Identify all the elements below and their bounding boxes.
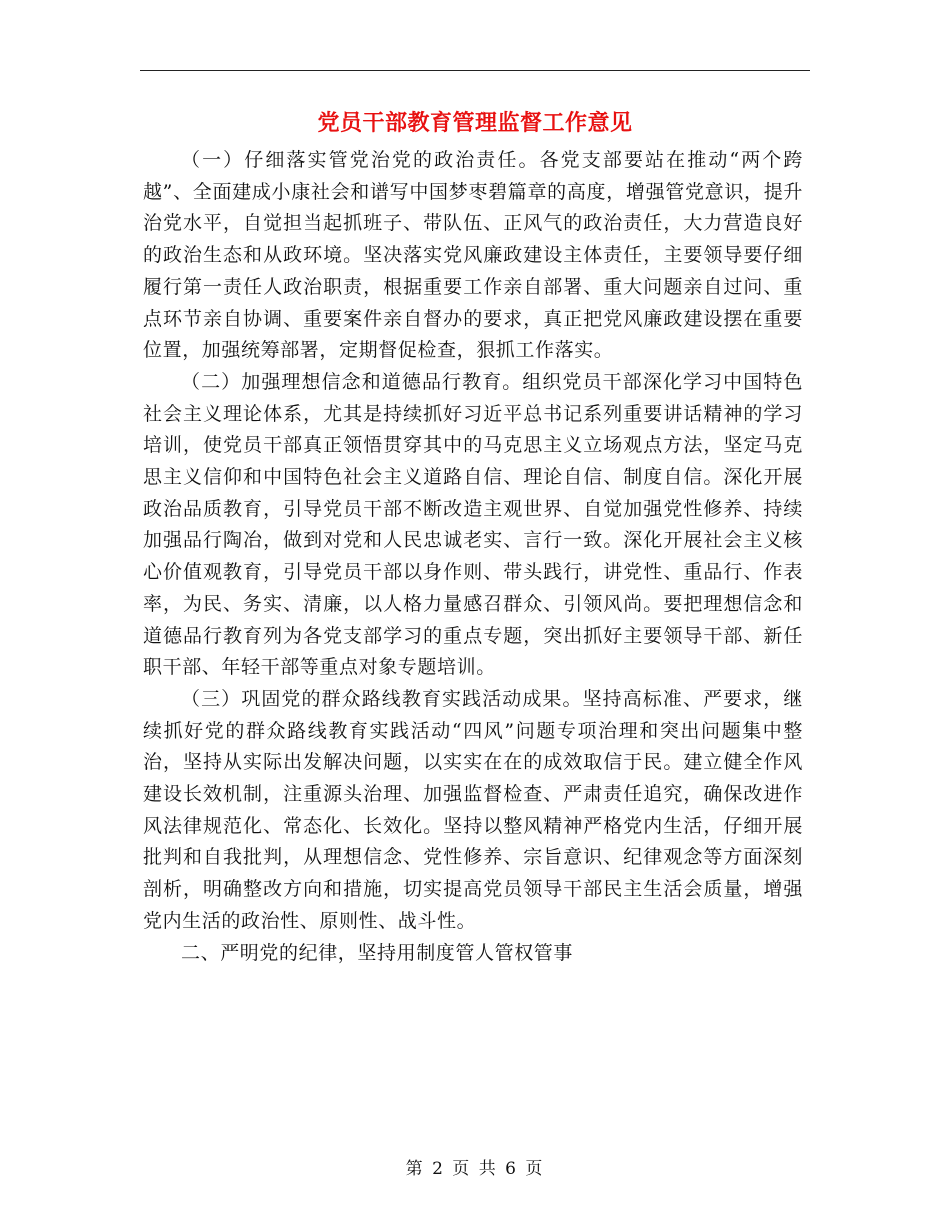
section-heading: 二、严明党的纪律，坚持用制度管人管权管事 — [181, 941, 574, 964]
document-body — [143, 145, 803, 969]
document-title: 党员干部教育管理监督工作意见 — [317, 111, 633, 136]
paragraph-1: （一）仔细落实管党治党的政治责任。各党支部要站在推动“两个跨越”、全面建成小康社会和谱写中国梦枣碧篇章的高度，增强管党意识，提升治党水平，自觉担当起抓班子、带队伍、正风气的政治责任，大力营造良好的政治生态和从政环境。坚决落实党风廉政建设主体责任，主要领导要仔细履行第一责任人政治职责，根据重要工作亲自部署、重大问题亲自过问、重点环节亲自协调、重要案件亲自督办的要求，真正把党风廉政建设摆在重要位置，加强统筹部署，定期督促检查，狠抓工作落实。 — [143, 149, 803, 362]
paragraph-3: （三）巩固党的群众路线教育实践活动成果。坚持高标准、严要求，继续抓好党的群众路线教育实践活动“四风”问题专项治理和突出问题集中整治，坚持从实际出发解决问题，以实实在在的成效取信于民。建立健全作风建设长效机制，注重源头治理、加强监督检查、严肃责任追究，确保改进作风法律规范化、常态化、长效化。坚持以整风精神严格党内生活，仔细开展批判和自我批判，从理想信念、党性修养、宗旨意识、纪律观念等方面深刻剖析，明确整改方向和措施，切实提高党员领导干部民主生活会质量，增强党内生活的政治性、原则性、战斗性。 — [143, 687, 803, 932]
paragraph-2: （二）加强理想信念和道德品行教育。组织党员干部深化学习中国特色社会主义理论体系，尤其是持续抓好习近平总书记系列重要讲话精神的学习培训，使党员干部真正领悟贯穿其中的马克思主义立场观点方法，坚定马克思主义信仰和中国特色社会主义道路自信、理论自信、制度自信。深化开展政治品质教育，引导党员干部不断改造主观世界、自觉加强党性修养、持续加强品行陶冶，做到对党和人民忠诚老实、言行一致。深化开展社会主义核心价值观教育，引导党员干部以身作则、带头践行，讲党性、重品行、作表率，为民、务实、清廉，以人格力量感召群众、引领风尚。要把理想信念和道德品行教育列为各党支部学习的重点专题，突出抓好主要领导干部、新任职干部、年轻干部等重点对象专题培训。 — [143, 370, 803, 679]
page-number-footer: 第 2 页 共 6 页 — [405, 1159, 545, 1179]
header-rule — [140, 70, 810, 71]
